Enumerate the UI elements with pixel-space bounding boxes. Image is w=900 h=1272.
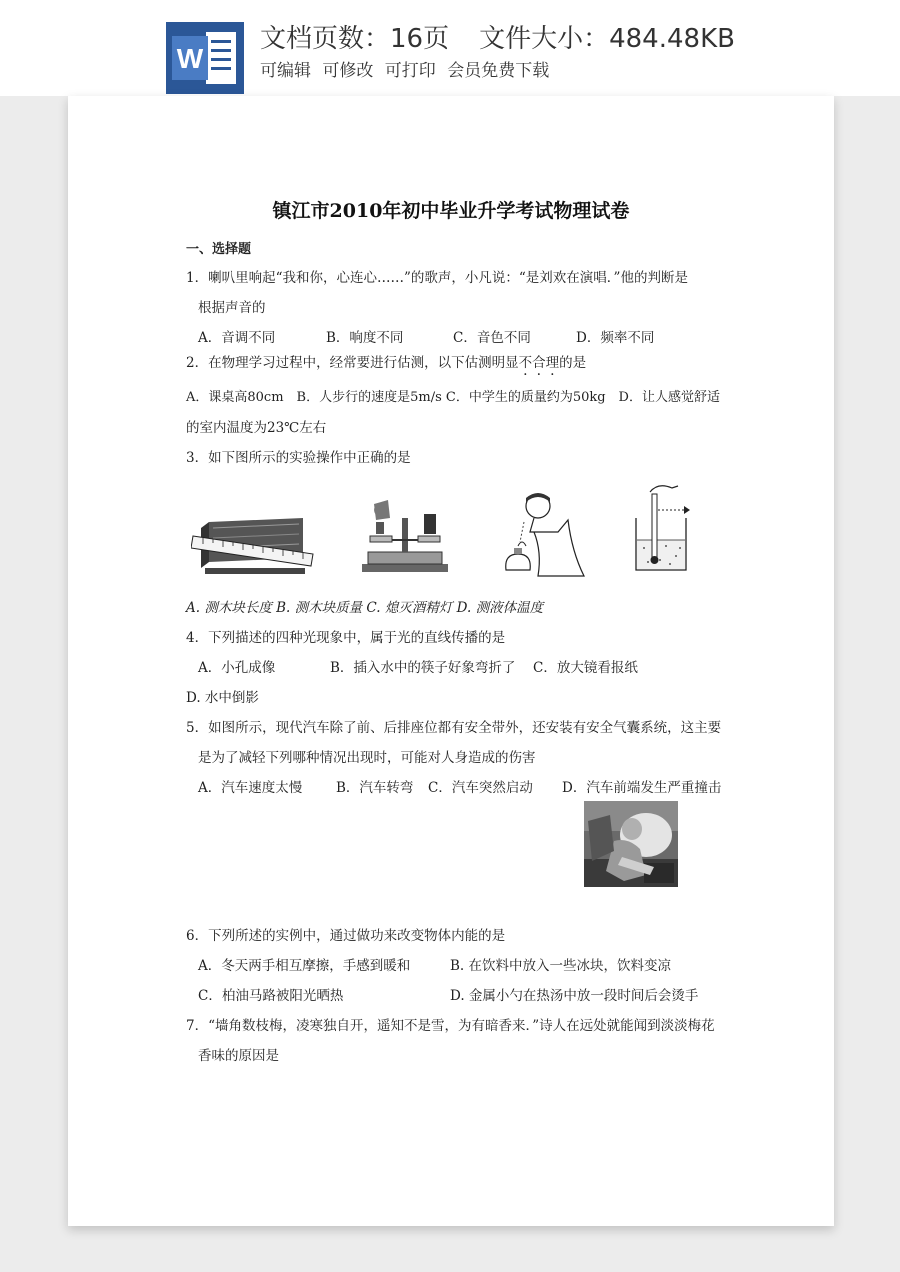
emphasis-char: 理 bbox=[545, 355, 560, 371]
q2-text: 2．在物理学习过程中，经常要进行估测，以下估测明显 bbox=[186, 355, 519, 371]
question-5-cont: 是为了减轻下列哪种情况出现时，可能对人身造成的伤害 bbox=[198, 750, 536, 766]
q1-option-a: A．音调不同 bbox=[198, 330, 276, 346]
q5-option-a: A．汽车速度太慢 bbox=[198, 780, 303, 796]
figure-airbag-photo bbox=[584, 801, 678, 887]
file-size: 文件大小：484.48KB bbox=[479, 24, 735, 54]
question-5: 5．如图所示，现代汽车除了前、后排座位都有安全带外，还安装有安全气囊系统，这主要 bbox=[186, 720, 722, 736]
question-2-options: A．课桌高80cm B．人步行的速度是5m/s C．中学生的质量约为50kg D．让人感觉舒适 bbox=[186, 390, 720, 405]
emphasis-char: 不 bbox=[518, 355, 533, 371]
figure-thermometer-beaker bbox=[628, 484, 708, 576]
q6-option-c: C．柏油马路被阳光晒热 bbox=[198, 988, 344, 1004]
q1-option-b: B．响度不同 bbox=[326, 330, 404, 346]
word-icon-letter: W bbox=[176, 43, 204, 74]
q1-option-d: D．频率不同 bbox=[576, 330, 655, 346]
q5-option-b: B．汽车转弯 bbox=[336, 780, 414, 796]
question-2 bbox=[186, 351, 586, 371]
q4-option-b: B．插入水中的筷子好象弯折了 bbox=[330, 660, 516, 676]
doc-features: 可编辑 可修改 可打印 会员免费下载 bbox=[260, 61, 550, 81]
question-6: 6．下列所述的实例中，通过做功来改变物体内能的是 bbox=[186, 928, 506, 944]
q4-option-d: D. 水中倒影 bbox=[186, 690, 259, 706]
q4-option-a: A．小孔成像 bbox=[198, 660, 276, 676]
question-7-cont: 香味的原因是 bbox=[198, 1048, 279, 1064]
figure-alcohol-lamp bbox=[498, 492, 588, 578]
q5-option-d: D．汽车前端发生严重撞击 bbox=[562, 780, 722, 796]
question-4: 4．下列描述的四种光现象中，属于光的直线传播的是 bbox=[186, 630, 506, 646]
word-document-icon bbox=[166, 22, 244, 94]
q6-option-a: A．冬天两手相互摩擦，手感到暖和 bbox=[198, 958, 411, 974]
doc-info bbox=[260, 18, 735, 55]
q2-emphasis bbox=[519, 355, 560, 371]
q4-option-c: C．放大镜看报纸 bbox=[533, 660, 638, 676]
q1-option-c: C．音色不同 bbox=[453, 330, 531, 346]
q5-option-c: C．汽车突然启动 bbox=[428, 780, 533, 796]
question-3-options: A. 测木块长度 B. 测木块质量 C. 熄灭酒精灯 D. 测液体温度 bbox=[186, 600, 544, 616]
figure-ruler-wood bbox=[191, 514, 321, 576]
emphasis-char: 合 bbox=[532, 355, 546, 371]
question-2-options-cont: 的室内温度为23℃左右 bbox=[186, 420, 327, 436]
document-page bbox=[68, 96, 834, 1226]
figure-balance-scale bbox=[360, 496, 450, 576]
q2-text-end: 的是 bbox=[559, 355, 587, 371]
header-banner bbox=[0, 0, 900, 96]
page-count: 文档页数：16页 bbox=[260, 24, 450, 54]
question-1: 1．喇叭里响起“我和你，心连心……”的歌声，小凡说：“是刘欢在演唱．”他的判断是 bbox=[186, 270, 688, 286]
section-heading: 一、选择题 bbox=[186, 242, 252, 257]
q6-option-b: B. 在饮料中放入一些冰块，饮料变凉 bbox=[450, 958, 672, 974]
question-3: 3．如下图所示的实验操作中正确的是 bbox=[186, 450, 411, 466]
question-1-cont: 根据声音的 bbox=[198, 300, 266, 316]
question-7: 7．“墙角数枝梅，凌寒独自开，遥知不是雪，为有暗香来．”诗人在远处就能闻到淡淡梅花 bbox=[186, 1018, 715, 1034]
page-title: 镇江市2010年初中毕业升学考试物理试卷 bbox=[272, 200, 630, 222]
q6-option-d: D. 金属小勺在热汤中放一段时间后会烫手 bbox=[450, 988, 699, 1004]
